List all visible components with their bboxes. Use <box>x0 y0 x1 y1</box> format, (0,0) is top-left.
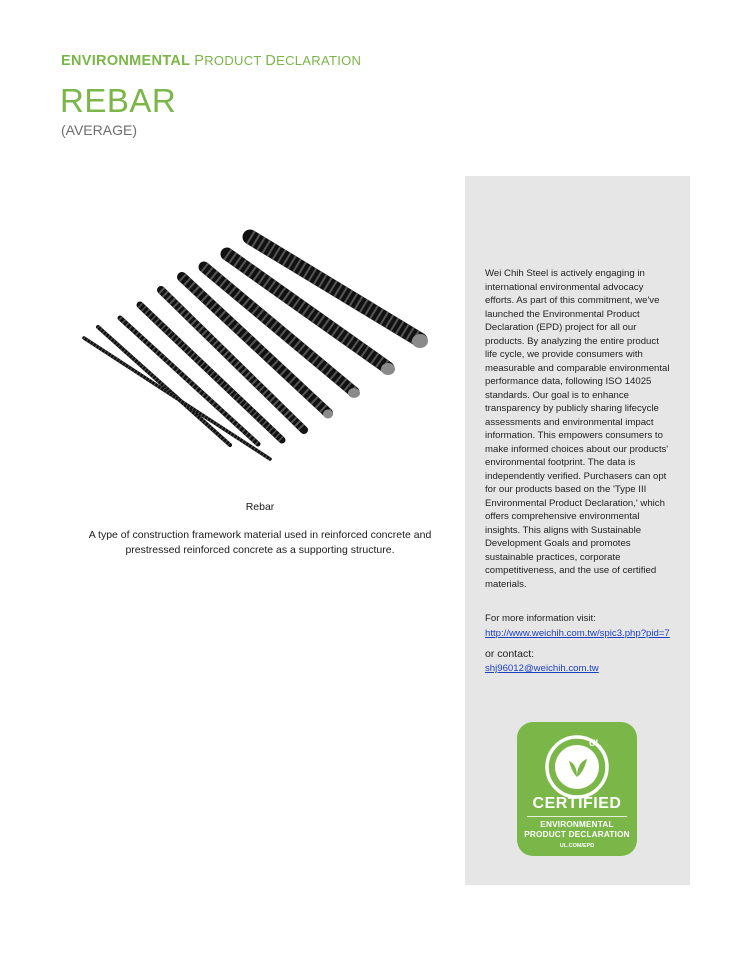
more-info-link[interactable]: http://www.weichih.com.tw/spic3.php?pid=7 <box>485 628 670 639</box>
sidebar-panel <box>465 176 690 885</box>
figure-caption: Rebar <box>245 501 275 513</box>
more-info-label: For more information visit: <box>485 613 596 624</box>
badge-certified-text: CERTIFIED <box>532 795 622 812</box>
ul-logo-icon <box>542 732 612 802</box>
ul-logo-text: UL <box>589 738 601 748</box>
badge-line-1: ENVIRONMENTAL <box>540 820 614 829</box>
page-subtitle: (AVERAGE) <box>61 122 137 138</box>
kicker-initial-e: E <box>61 53 71 69</box>
kicker-word-2: RODUCT <box>204 53 262 68</box>
badge-url: UL.COM/EPD <box>559 843 595 849</box>
badge-divider <box>527 816 627 817</box>
kicker-initial-d: D <box>265 53 277 69</box>
contact-email-link[interactable]: shj96012@weichih.com.tw <box>485 663 599 674</box>
rebar-bundle <box>84 237 428 459</box>
ul-certified-badge <box>517 722 637 856</box>
figure-description: A type of construction framework material used in reinforced concrete and prestressed reinforced concrete as a supporting structure. <box>88 529 432 556</box>
contact-label: or contact: <box>485 648 535 660</box>
badge-line-2: PRODUCT DECLARATION <box>524 830 630 839</box>
sidebar-body-text: Wei Chih Steel is actively engaging in international environmental advocacy efforts. As part of this commitment, we've launched the Environmental Product Declaration (EPD) project for all our products. By analyzing the entire product life cycle, we provide consumers with measurable and comparable environmental performance data, following ISO 14025 standards. Our goal is to enhance transparency by publicly sharing lifecycle assessments and environmental impact information. This empowers consumers to make informed choices about our products' environmental footprint. The data is independently verified. Purchasers can opt for our products based on the 'Type III Environmental Product Declaration,' which offers comprehensive environmental insights. This aligns with Sustainable Development Goals and promotes sustainable practices, corporate competitiveness, and the use of certified materials. <box>485 268 670 590</box>
kicker-word-1: NVIRONMENTAL <box>70 53 191 69</box>
document-kicker <box>61 53 361 69</box>
kicker-word-3: ECLARATION <box>276 53 362 68</box>
kicker-initial-p: P <box>194 53 205 69</box>
rebar-image <box>70 225 470 485</box>
page-title: REBAR <box>60 82 177 119</box>
